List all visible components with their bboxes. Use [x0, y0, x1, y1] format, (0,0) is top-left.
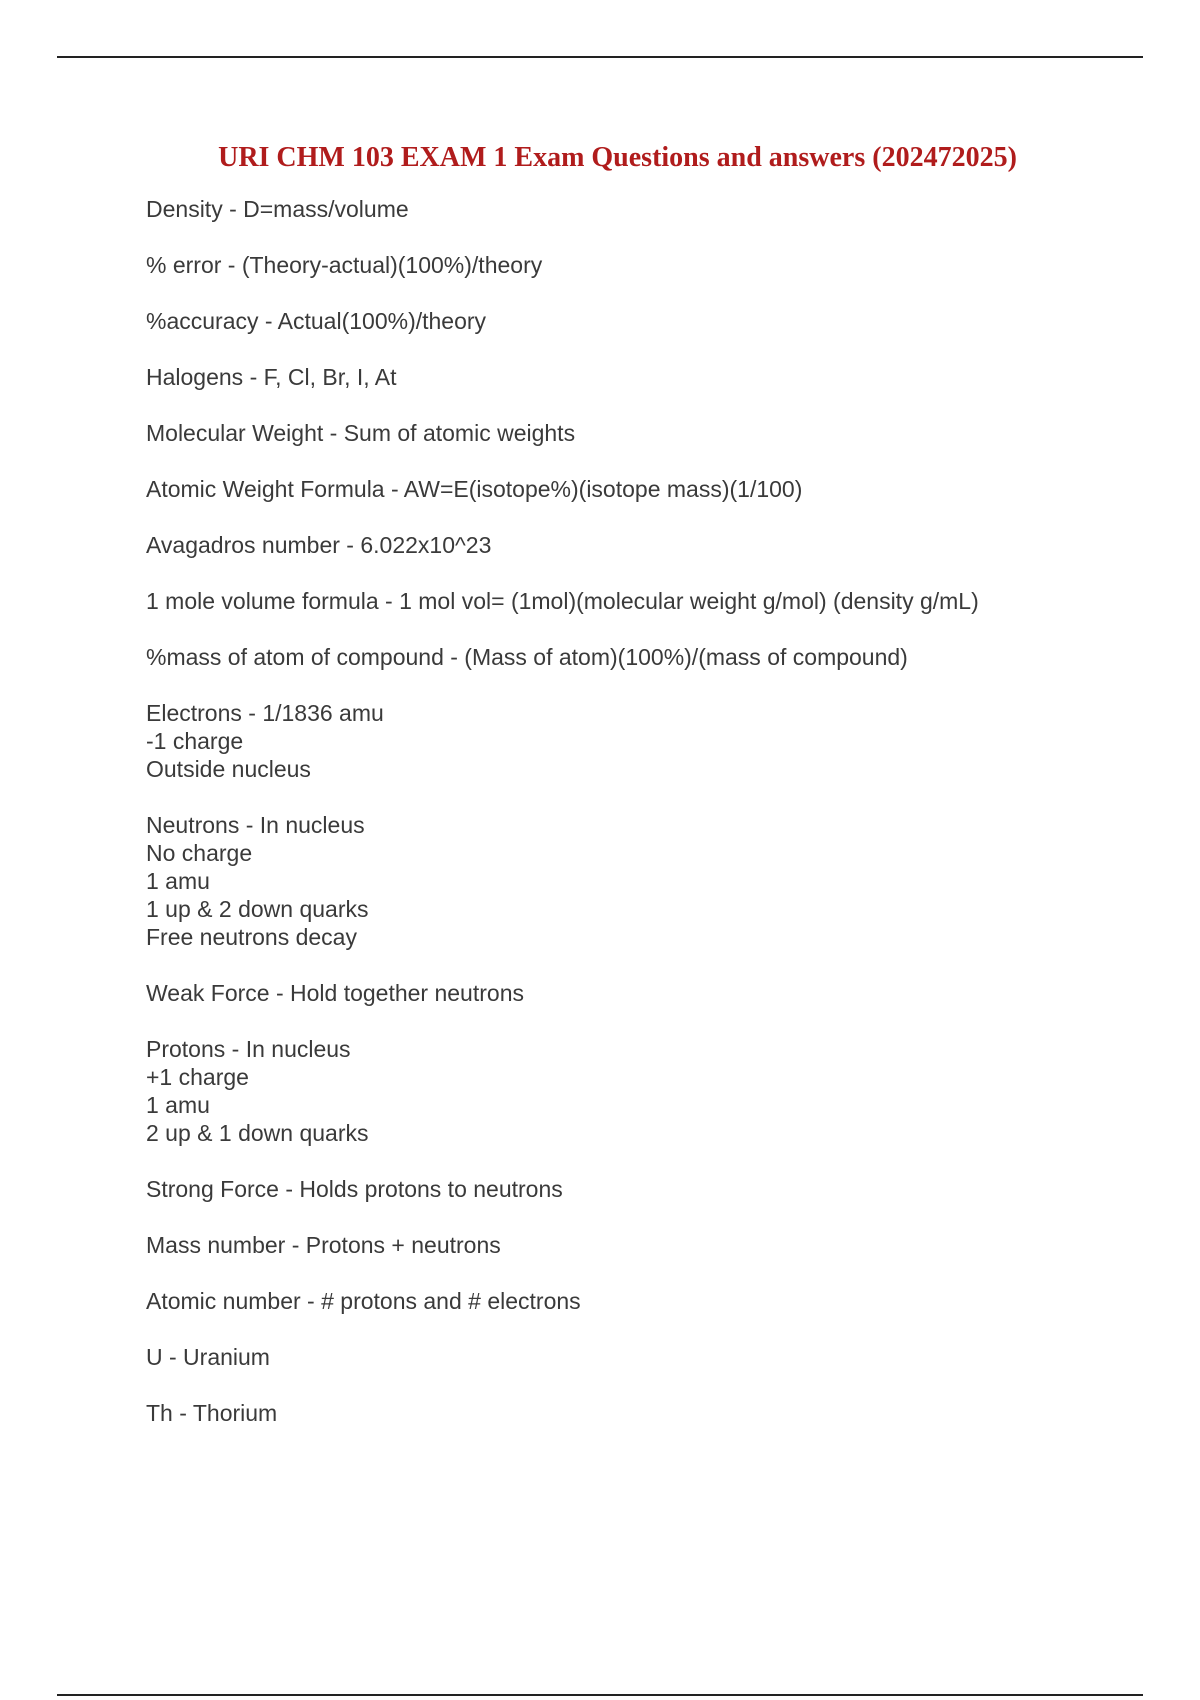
qa-entry: [146, 1175, 1146, 1203]
qa-entry: [146, 1399, 1146, 1427]
qa-entry: [146, 979, 1146, 1007]
qa-entry-term: Neutrons - In nucleus: [146, 812, 365, 838]
document-title: URI CHM 103 EXAM 1 Exam Questions and answers (202472025): [218, 142, 1017, 173]
qa-entry-term: Mass number - Protons + neutrons: [146, 1232, 501, 1258]
qa-entry: [146, 251, 1146, 279]
qa-entry-term: Atomic number - # protons and # electrons: [146, 1288, 581, 1314]
qa-entry: [146, 1343, 1146, 1371]
qa-entry-detail: +1 charge: [146, 1064, 249, 1090]
qa-entry: [146, 587, 1146, 615]
qa-entry-term: Avagadros number - 6.022x10^23: [146, 532, 492, 558]
qa-entry: [146, 531, 1146, 559]
qa-entry-detail: Free neutrons decay: [146, 924, 357, 950]
qa-entry-term: %mass of atom of compound - (Mass of atom)(100%)/(mass of compound): [146, 644, 908, 670]
qa-entry-detail: -1 charge: [146, 728, 244, 754]
qa-entry-term: %accuracy - Actual(100%)/theory: [146, 308, 487, 334]
qa-entry-term: Strong Force - Holds protons to neutrons: [146, 1176, 563, 1202]
qa-entry: [146, 1287, 1146, 1315]
qa-entry-term: Molecular Weight - Sum of atomic weights: [146, 420, 576, 446]
qa-entry: [146, 699, 1146, 783]
qa-entry: [146, 811, 1146, 951]
qa-list: [146, 195, 1146, 1455]
qa-entry-term: Halogens - F, Cl, Br, I, At: [146, 364, 397, 390]
qa-entry: [146, 363, 1146, 391]
qa-entry-detail: No charge: [146, 840, 253, 866]
footer-rule: [57, 1694, 1143, 1696]
qa-entry-term: 1 mole volume formula - 1 mol vol= (1mol)(molecular weight g/mol) (density g/mL): [146, 588, 979, 614]
qa-entry-term: Weak Force - Hold together neutrons: [146, 980, 524, 1006]
qa-entry: [146, 1231, 1146, 1259]
qa-entry: [146, 643, 1146, 671]
qa-entry-term: Protons - In nucleus: [146, 1036, 351, 1062]
qa-entry-term: Atomic Weight Formula - AW=E(isotope%)(isotope mass)(1/100): [146, 476, 803, 502]
qa-entry: [146, 195, 1146, 223]
qa-entry-detail: 1 amu: [146, 1092, 210, 1118]
header-rule: [57, 56, 1143, 58]
qa-entry-term: % error - (Theory-actual)(100%)/theory: [146, 252, 543, 278]
qa-entry-detail: 1 amu: [146, 868, 210, 894]
qa-entry-term: U - Uranium: [146, 1344, 270, 1370]
qa-entry: [146, 475, 1146, 503]
qa-entry: [146, 307, 1146, 335]
qa-entry-term: Density - D=mass/volume: [146, 196, 409, 222]
qa-entry-detail: Outside nucleus: [146, 756, 311, 782]
qa-entry: [146, 419, 1146, 447]
qa-entry: [146, 1035, 1146, 1147]
qa-entry-detail: 1 up & 2 down quarks: [146, 896, 369, 922]
qa-entry-term: Electrons - 1/1836 amu: [146, 700, 384, 726]
qa-entry-term: Th - Thorium: [146, 1400, 278, 1426]
qa-entry-detail: 2 up & 1 down quarks: [146, 1120, 369, 1146]
